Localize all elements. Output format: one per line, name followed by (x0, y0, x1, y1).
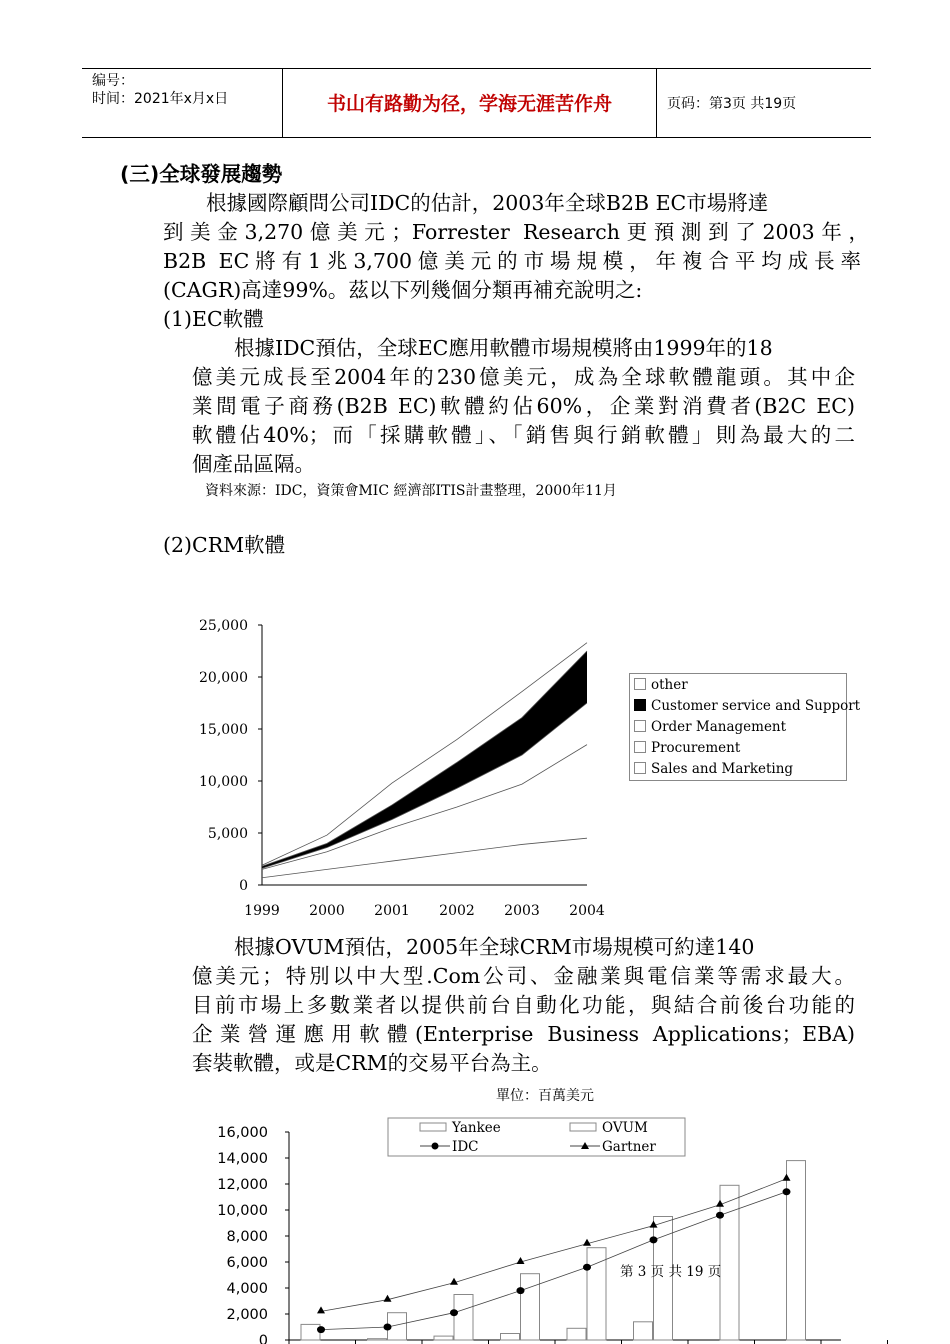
bar-ovum (587, 1248, 606, 1340)
point-idc (716, 1212, 724, 1219)
legend-swatch (634, 762, 646, 774)
chart1-legend (629, 673, 861, 781)
y-tick-label: 15,000 (199, 722, 248, 738)
para1-line: (CAGR)高達99%。茲以下列幾個分類再補充說明之: (163, 278, 643, 302)
legend-swatch (634, 741, 646, 753)
y-tick-label: 5,000 (207, 826, 248, 842)
line-idc (321, 1192, 787, 1330)
legend-swatch (634, 720, 646, 732)
point-gartner (317, 1306, 325, 1313)
point-gartner (583, 1239, 591, 1246)
header-motto: 书山有路勤为径，学海无涯苦作舟 (326, 93, 612, 115)
para1-line: 根據國際顧問公司IDC的估計，2003年全球B2B EC市場將達 (206, 191, 769, 215)
legend-swatch (634, 699, 646, 711)
point-idc (583, 1264, 591, 1271)
y-tick-label: 2,000 (226, 1307, 268, 1323)
header-table (82, 68, 871, 138)
legend-swatch (570, 1123, 596, 1131)
area-customer-service (262, 651, 587, 868)
para2-line: 億美元成長至2004年的230億美元，成為全球軟體龍頭。其中企 (192, 365, 855, 389)
area-line-sales-and-marketing (262, 838, 587, 878)
legend-item-customer-service: Customer service and Support (630, 696, 846, 717)
y-tick-label: 10,000 (217, 1203, 268, 1219)
legend-label: Gartner (602, 1139, 656, 1155)
para3-line: 套裝軟體，或是CRM的交易平台為主。 (192, 1051, 552, 1075)
line-gartner (321, 1179, 787, 1312)
bar-ovum (454, 1295, 473, 1341)
para2-line: 個產品區隔。 (192, 452, 315, 476)
x-tick-label: 1999 (244, 903, 280, 919)
y-tick-label: 0 (239, 878, 248, 894)
page-label: 页码：第3页 共19页 (667, 96, 797, 112)
para1-line: 到美金3,270億美元；Forrester Research更預測到了2003年， (163, 220, 869, 244)
point-idc (517, 1287, 525, 1294)
bar-yankee (501, 1334, 520, 1341)
y-tick-label: 12,000 (217, 1177, 268, 1193)
area-line-other (262, 643, 587, 866)
unit-label: 單位：百萬美元 (496, 1088, 594, 1104)
point-idc (317, 1326, 325, 1333)
bar-ovum (720, 1185, 739, 1340)
para2-line: 根據IDC預估，全球EC應用軟體市場規模將由1999年的18 (234, 336, 773, 360)
source-note: 資料來源：IDC，資策會MIC 經濟部ITIS計畫整理，2000年11月 (205, 483, 617, 499)
y-tick-label: 8,000 (226, 1229, 268, 1245)
legend-item-other: other (630, 675, 846, 696)
x-tick-label: 2004 (569, 903, 605, 919)
para2-line: 軟體佔40%；而「採購軟體」、「銷售與行銷軟體」則為最大的二 (192, 423, 855, 447)
number-label: 编号： (92, 73, 134, 89)
legend-label: IDC (452, 1139, 479, 1155)
page-footer: 第 3 页 共 19 页 (620, 1264, 722, 1280)
para3-line: 億美元；特別以中大型.Com公司、金融業與電信業等需求最大。 (192, 964, 855, 988)
point-idc (450, 1309, 458, 1316)
y-tick-label: 6,000 (226, 1255, 268, 1271)
area-line-customer-service-and-support (262, 651, 587, 866)
section-title: (三)全球發展趨勢 (120, 162, 283, 186)
crm-market-chart (0, 1110, 950, 1344)
para2-line: 業間電子商務(B2B EC)軟體約佔60%，企業對消費者(B2C EC) (192, 394, 855, 418)
x-tick-label: 2001 (374, 903, 410, 919)
legend-swatch (634, 678, 646, 690)
point-idc (384, 1324, 392, 1331)
sub2-title: (2)CRM軟體 (163, 533, 286, 557)
y-tick-label: 10,000 (199, 774, 248, 790)
y-tick-label: 14,000 (217, 1151, 268, 1167)
bar-yankee (301, 1324, 320, 1340)
y-tick-label: 4,000 (226, 1281, 268, 1297)
bar-ovum (787, 1161, 806, 1340)
y-tick-label: 16,000 (217, 1125, 268, 1141)
legend-swatch (420, 1123, 446, 1131)
bar-yankee (567, 1328, 586, 1340)
point-gartner (517, 1257, 525, 1264)
legend-label: OVUM (602, 1120, 648, 1136)
legend-item-order-management: Order Management (630, 717, 846, 738)
bar-ovum (521, 1274, 540, 1340)
legend-label: Yankee (452, 1120, 501, 1136)
bar-yankee (368, 1339, 387, 1340)
para3-line: 企業營運應用軟體(Enterprise Business Applications；EBA) (192, 1022, 855, 1046)
bar-yankee (634, 1322, 653, 1340)
x-tick-label: 2002 (439, 903, 475, 919)
legend-marker (432, 1143, 439, 1150)
header-meta (92, 72, 228, 108)
x-tick-label: 2000 (309, 903, 345, 919)
y-tick-label: 0 (258, 1333, 268, 1344)
legend-item-procurement: Procurement (630, 738, 846, 759)
point-idc (783, 1188, 791, 1195)
point-gartner (450, 1278, 458, 1285)
y-tick-label: 20,000 (199, 670, 248, 686)
time-label: 时间：2021年x月x日 (92, 91, 229, 107)
legend-item-sales-marketing: Sales and Marketing (630, 759, 846, 780)
sub1-title: (1)EC軟體 (163, 307, 264, 331)
point-gartner (384, 1295, 392, 1302)
para3-line: 目前市場上多數業者以提供前台自動化功能，與結合前後台功能的 (192, 993, 855, 1017)
x-tick-label: 2003 (504, 903, 540, 919)
point-idc (650, 1236, 658, 1243)
y-tick-label: 25,000 (199, 618, 248, 634)
bar-yankee (434, 1336, 453, 1340)
para1-line: B2B EC將有1兆3,700億美元的市場規模，年複合平均成長率 (163, 249, 861, 273)
para3-line: 根據OVUM預估，2005年全球CRM市場規模可約達140 (234, 935, 755, 959)
